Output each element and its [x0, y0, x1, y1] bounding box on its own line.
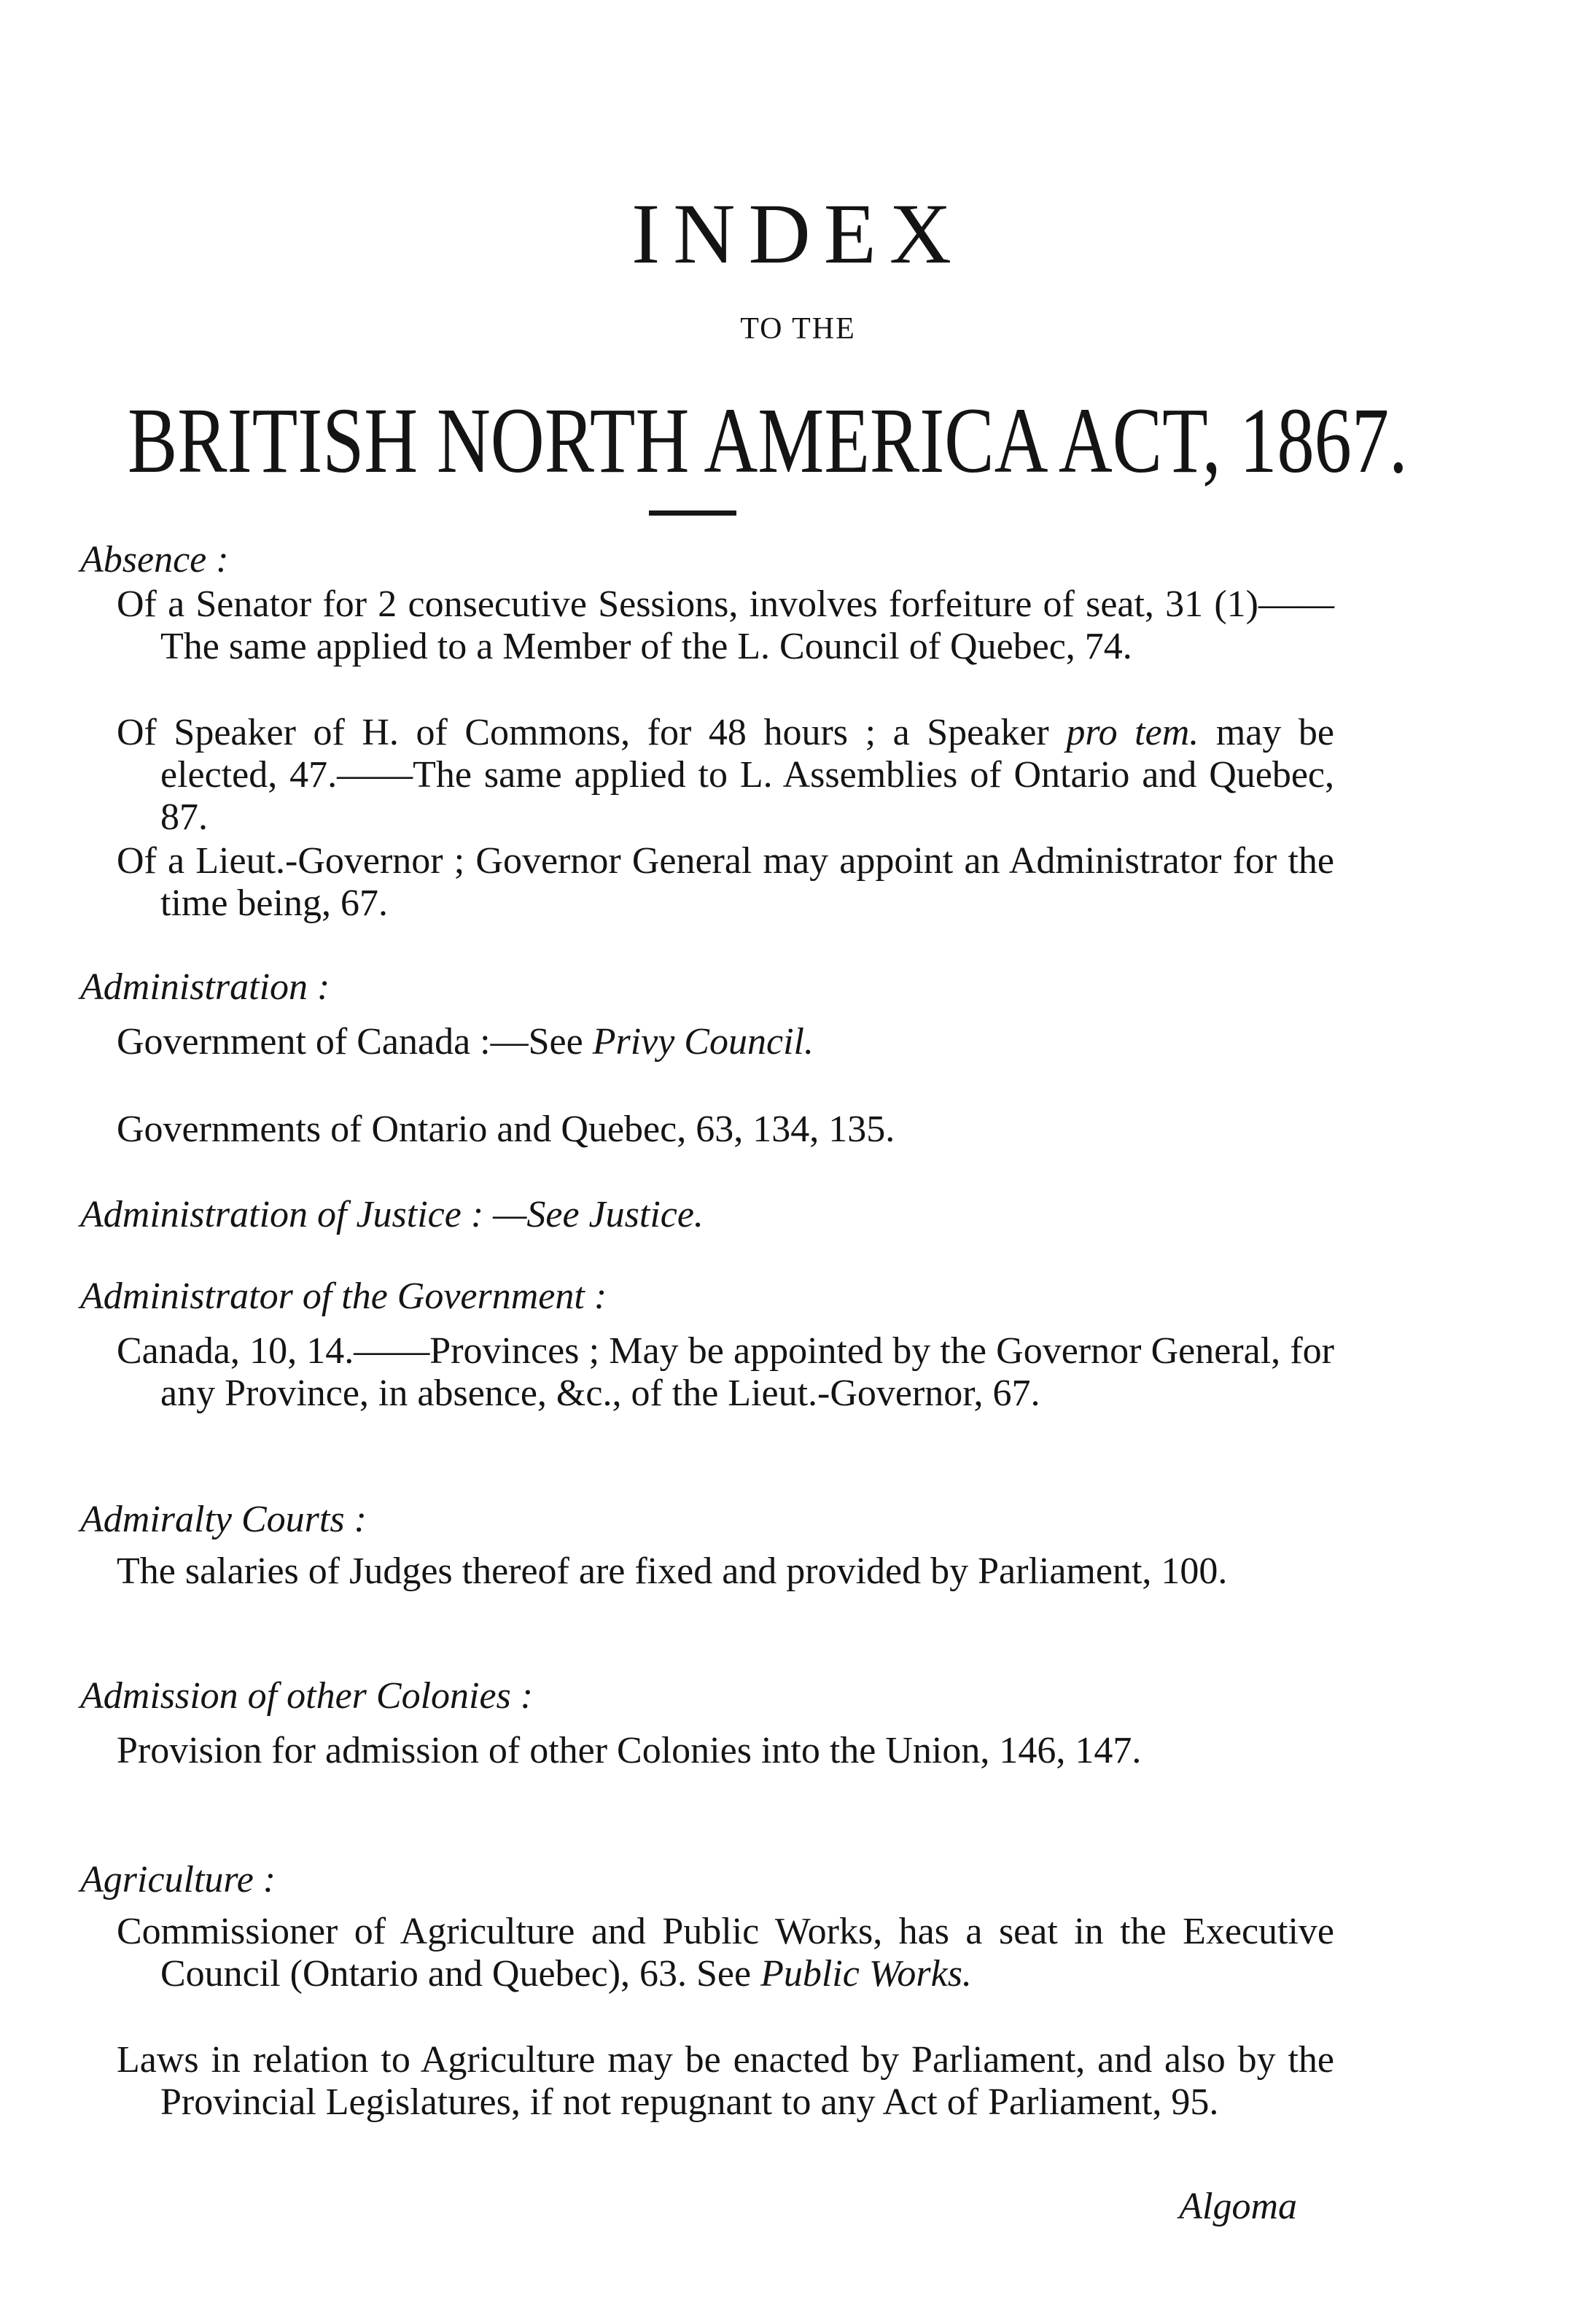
index-entry: Of a Lieut.-Governor ; Governor General may appoint an Administrator for the time being, 67. — [117, 840, 1334, 924]
section-heading-admiralty-courts: Admiralty Courts : — [80, 1499, 367, 1540]
catchword: Algoma — [1179, 2186, 1297, 2227]
index-entry: Of a Senator for 2 consecutive Sessions, involves forfeiture of seat, 31 (1)——The same applied to a Member of the L. Council of Quebec, 74. — [117, 583, 1334, 667]
italic-reference: Privy Council. — [592, 1021, 814, 1063]
section-heading-administration-of-justice: Administration of Justice : —See Justice. — [80, 1194, 704, 1235]
index-entry: Governments of Ontario and Quebec, 63, 134, 135. — [117, 1109, 895, 1150]
section-heading-agriculture: Agriculture : — [80, 1859, 276, 1900]
index-subtitle: TO THE — [740, 312, 856, 346]
index-entry: Canada, 10, 14.——Provinces ; May be appointed by the Governor General, for any Province, in absence, &c., of the Lieut.-Governor, 67. — [117, 1330, 1334, 1414]
italic-reference: pro tem. — [1066, 712, 1199, 753]
section-heading-administration: Administration : — [80, 966, 330, 1008]
italic-reference: Public Works. — [760, 1953, 972, 1995]
index-entry: Government of Canada :—See Privy Council. — [117, 1021, 814, 1063]
section-heading-absence: Absence : — [80, 539, 229, 581]
index-entry: Laws in relation to Agriculture may be enacted by Parliament, and also by the Provincial Legislatures, if not repugnant to any Act of Parliament, 95. — [117, 2039, 1334, 2123]
title-rule — [649, 510, 736, 516]
index-entry: Provision for admission of other Colonies into the Union, 146, 147. — [117, 1730, 1142, 1771]
index-entry: The salaries of Judges thereof are fixed and provided by Parliament, 100. — [117, 1550, 1228, 1592]
index-entry: Commissioner of Agriculture and Public Works, has a seat in the Executive Council (Ontario and Quebec), 63. See Public Works. — [117, 1911, 1334, 1995]
index-title: INDEX — [631, 186, 965, 282]
index-entry: Of Speaker of H. of Commons, for 48 hours ; a Speaker pro tem. may be elected, 47.——The same applied to L. Assemblies of Ontario and Quebec, 87. — [117, 712, 1335, 838]
section-heading-admission-of-other-colonies: Admission of other Colonies : — [80, 1675, 534, 1717]
act-title: BRITISH NORTH AMERICA ACT, 1867. — [128, 389, 1408, 492]
section-heading-administrator-of-the-government: Administrator of the Government : — [80, 1276, 607, 1317]
